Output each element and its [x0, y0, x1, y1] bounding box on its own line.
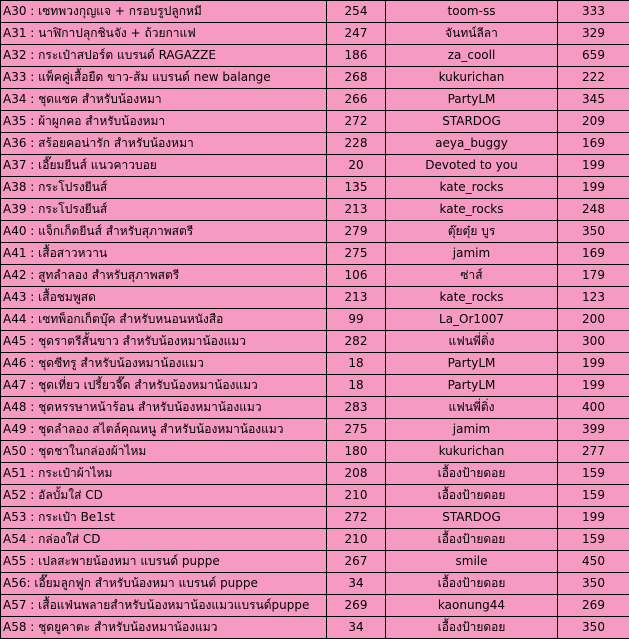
price-cell: 277	[558, 441, 629, 463]
item-number-cell: 213	[327, 199, 386, 221]
item-name-cell: A55 : เปลสะพายน้องหมา แบรนด์ puppe	[1, 551, 327, 573]
item-number-cell: 213	[327, 287, 386, 309]
item-name-cell: A38 : กระโปรงยีนส์	[1, 177, 327, 199]
username-cell: kate_rocks	[386, 287, 558, 309]
table-row	[1, 45, 629, 67]
table-row	[1, 617, 629, 639]
username-cell: kaonung44	[386, 595, 558, 617]
price-cell: 350	[558, 221, 629, 243]
item-number-cell: 247	[327, 23, 386, 45]
item-name-cell: A32 : กระเป๋าสปอร์ต แบรนด์ RAGAZZE	[1, 45, 327, 67]
table-row	[1, 397, 629, 419]
table-row	[1, 573, 629, 595]
price-cell: 333	[558, 1, 629, 23]
username-cell: Devoted to you	[386, 155, 558, 177]
username-cell: PartyLM	[386, 353, 558, 375]
username-cell: STARDOG	[386, 111, 558, 133]
item-number-cell: 20	[327, 155, 386, 177]
item-number-cell: 180	[327, 441, 386, 463]
price-cell: 350	[558, 617, 629, 639]
price-cell: 123	[558, 287, 629, 309]
table-row	[1, 441, 629, 463]
username-cell: จันทน์ลีลา	[386, 23, 558, 45]
price-cell: 350	[558, 573, 629, 595]
username-cell: kukurichan	[386, 67, 558, 89]
item-number-cell: 283	[327, 397, 386, 419]
price-cell: 222	[558, 67, 629, 89]
price-cell: 248	[558, 199, 629, 221]
price-cell: 169	[558, 133, 629, 155]
price-cell: 269	[558, 595, 629, 617]
table-row	[1, 199, 629, 221]
price-cell: 200	[558, 309, 629, 331]
item-name-cell: A51 : กระเป๋าผ้าไหม	[1, 463, 327, 485]
username-cell: เอื้องป้ายดอย	[386, 573, 558, 595]
username-cell: aeya_buggy	[386, 133, 558, 155]
item-number-cell: 99	[327, 309, 386, 331]
table-row	[1, 551, 629, 573]
item-name-cell: A53 : กระเป๋า Be1st	[1, 507, 327, 529]
username-cell: แฟนพี่ติ่ง	[386, 397, 558, 419]
item-name-cell: A37 : เอี๊ยมยีนส์ แนวคาวบอย	[1, 155, 327, 177]
table-row	[1, 595, 629, 617]
item-number-cell: 210	[327, 529, 386, 551]
item-name-cell: A30 : เซทพวงกุญแจ + กรอบรูปลูกหมี	[1, 1, 327, 23]
table-row	[1, 1, 629, 23]
item-name-cell: A42 : สูทลำลอง สำหรับสุภาพสตรี	[1, 265, 327, 287]
username-cell: เอื้องป้ายดอย	[386, 529, 558, 551]
username-cell: toom-ss	[386, 1, 558, 23]
price-cell: 169	[558, 243, 629, 265]
item-number-cell: 267	[327, 551, 386, 573]
username-cell: เอื้องป้ายดอย	[386, 485, 558, 507]
item-number-cell: 254	[327, 1, 386, 23]
price-cell: 179	[558, 265, 629, 287]
table-row	[1, 155, 629, 177]
username-cell: jamim	[386, 419, 558, 441]
table-row	[1, 243, 629, 265]
item-name-cell: A31 : นาฬิกาปลุกชินจัง + ถ้วยกาแฟ	[1, 23, 327, 45]
username-cell: PartyLM	[386, 89, 558, 111]
price-cell: 399	[558, 419, 629, 441]
table-row	[1, 177, 629, 199]
username-cell: ซ่าส์	[386, 265, 558, 287]
table-row	[1, 309, 629, 331]
table-row	[1, 507, 629, 529]
item-number-cell: 275	[327, 419, 386, 441]
item-name-cell: A39 : กระโปรงยีนส์	[1, 199, 327, 221]
username-cell: kukurichan	[386, 441, 558, 463]
item-number-cell: 18	[327, 375, 386, 397]
item-number-cell: 34	[327, 573, 386, 595]
item-name-cell: A57 : เสื้อแฟ่นพลายสำหรับน้องหมาน้องแมวแบรนด์puppe	[1, 595, 327, 617]
item-name-cell: A44 : เซทพ็อกเก็ตบุ๊ค สำหรับหนอนหนังสือ	[1, 309, 327, 331]
item-name-cell: A41 : เสื้อสาวหวาน	[1, 243, 327, 265]
item-number-cell: 272	[327, 507, 386, 529]
username-cell: แฟนพี่ติ่ง	[386, 331, 558, 353]
item-number-cell: 208	[327, 463, 386, 485]
item-name-cell: A58 : ชุดยูคาตะ สำหรับน้องหมาน้องแมว	[1, 617, 327, 639]
item-number-cell: 272	[327, 111, 386, 133]
item-name-cell: A54 : กล่องใส่ CD	[1, 529, 327, 551]
item-number-cell: 268	[327, 67, 386, 89]
item-name-cell: A46 : ชุดซีทรู สำหรับน้องหมาน้องแมว	[1, 353, 327, 375]
item-number-cell: 228	[327, 133, 386, 155]
price-cell: 159	[558, 529, 629, 551]
username-cell: smile	[386, 551, 558, 573]
table-row	[1, 265, 629, 287]
item-number-cell: 279	[327, 221, 386, 243]
table-row	[1, 463, 629, 485]
table-row	[1, 375, 629, 397]
username-cell: La_Or1007	[386, 309, 558, 331]
item-name-cell: A56: เอี๊ยมลูกฟูก สำหรับน้องหมา แบรนด์ puppe	[1, 573, 327, 595]
table-row	[1, 67, 629, 89]
item-number-cell: 18	[327, 353, 386, 375]
item-number-cell: 210	[327, 485, 386, 507]
table-row	[1, 529, 629, 551]
price-cell: 159	[558, 463, 629, 485]
item-number-cell: 275	[327, 243, 386, 265]
price-cell: 199	[558, 375, 629, 397]
item-number-cell: 135	[327, 177, 386, 199]
item-name-cell: A45 : ชุดราตรีสั้นขาว สำหรับน้องหมาน้องแมว	[1, 331, 327, 353]
username-cell: เอื้องป้ายดอย	[386, 617, 558, 639]
table-row	[1, 287, 629, 309]
username-cell: ตุ๊ยตุ๋ย บูร	[386, 221, 558, 243]
username-cell: jamim	[386, 243, 558, 265]
item-name-cell: A43 : เสื้อชมพูสด	[1, 287, 327, 309]
price-cell: 199	[558, 177, 629, 199]
item-name-cell: A40 : แจ็กเก็ตยีนส์ สำหรับสุภาพสตรี	[1, 221, 327, 243]
item-number-cell: 106	[327, 265, 386, 287]
table-row	[1, 133, 629, 155]
price-cell: 659	[558, 45, 629, 67]
username-cell: STARDOG	[386, 507, 558, 529]
price-cell: 199	[558, 507, 629, 529]
item-name-cell: A47 : ชุดเที่ยว เปรี้ยวจี๊ด สำหรับน้องหมาน้องแมว	[1, 375, 327, 397]
table-row	[1, 353, 629, 375]
username-cell: kate_rocks	[386, 199, 558, 221]
table-row	[1, 419, 629, 441]
price-cell: 345	[558, 89, 629, 111]
table-row	[1, 23, 629, 45]
table-row	[1, 221, 629, 243]
username-cell: kate_rocks	[386, 177, 558, 199]
item-name-cell: A36 : สร้อยคอน่ารัก สำหรับน้องหมา	[1, 133, 327, 155]
item-name-cell: A49 : ชุดลำลอง สไตล์คุณหนู สำหรับน้องหมาน้องแมว	[1, 419, 327, 441]
item-number-cell: 282	[327, 331, 386, 353]
price-cell: 209	[558, 111, 629, 133]
item-number-cell: 34	[327, 617, 386, 639]
price-cell: 300	[558, 331, 629, 353]
table-row	[1, 331, 629, 353]
price-cell: 400	[558, 397, 629, 419]
username-cell: เอื้องป้ายดอย	[386, 463, 558, 485]
price-cell: 199	[558, 353, 629, 375]
table-row	[1, 111, 629, 133]
username-cell: za_cooll	[386, 45, 558, 67]
item-name-cell: A50 : ชุดชาในกล่องผ้าไหม	[1, 441, 327, 463]
username-cell: PartyLM	[386, 375, 558, 397]
price-cell: 199	[558, 155, 629, 177]
price-cell: 329	[558, 23, 629, 45]
item-name-cell: A35 : ผ้าผูกคอ สำหรับน้องหมา	[1, 111, 327, 133]
table-body	[1, 1, 629, 639]
item-number-cell: 186	[327, 45, 386, 67]
item-name-cell: A48 : ชุดหรรษาหน้าร้อน สำหรับน้องหมาน้องแมว	[1, 397, 327, 419]
item-name-cell: A52 : อัลบั้มใส่ CD	[1, 485, 327, 507]
price-cell: 450	[558, 551, 629, 573]
item-number-cell: 266	[327, 89, 386, 111]
item-number-cell: 269	[327, 595, 386, 617]
table-row	[1, 89, 629, 111]
item-name-cell: A33 : แพ็คคู่เสื้อยืด ขาว-ส้ม แบรนด์ new balange	[1, 67, 327, 89]
table-row	[1, 485, 629, 507]
item-name-cell: A34 : ชุดแซค สำหรับน้องหมา	[1, 89, 327, 111]
price-cell: 159	[558, 485, 629, 507]
